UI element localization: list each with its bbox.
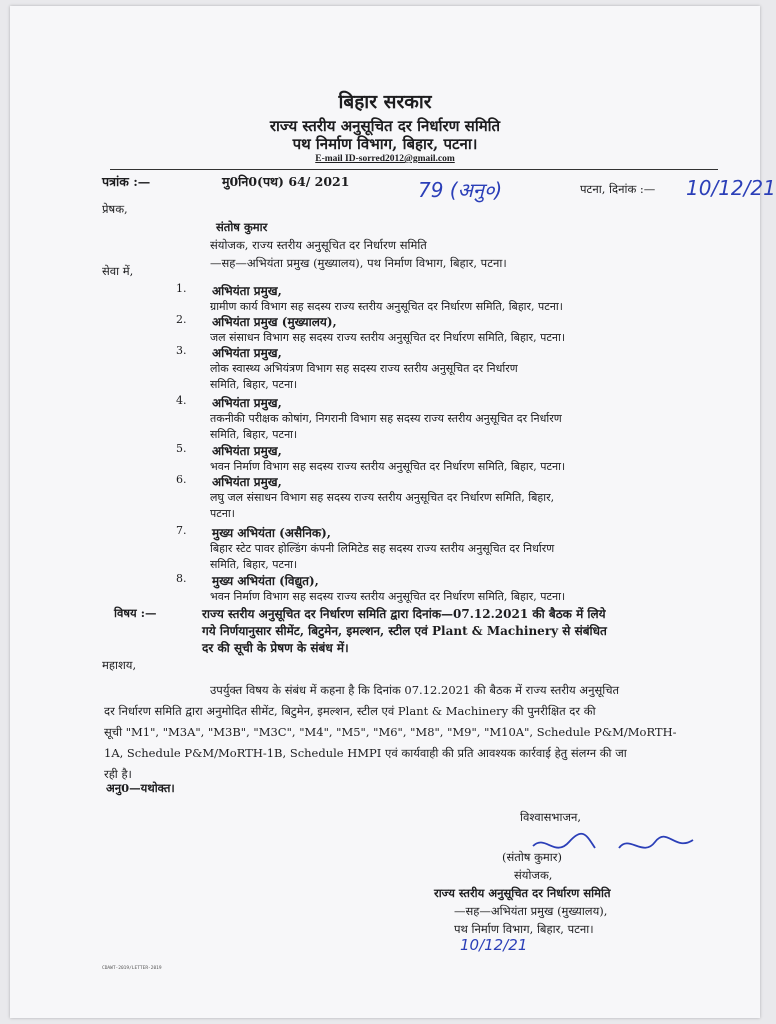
recipient-line: जल संसाधन विभाग सह सदस्य राज्य स्तरीय अनुसूचित दर निर्धारण समिति, बिहार, पटना। <box>210 331 566 344</box>
to-label: सेवा में, <box>102 264 134 278</box>
signatory-line-2: —सह—अभियंता प्रमुख (मुख्यालय), <box>454 904 608 918</box>
recipient-title: मुख्य अभियंता (असैनिक), <box>212 526 331 540</box>
recipient-number: 7. <box>176 524 187 537</box>
recipient-line: बिहार स्टेट पावर होल्डिंग कंपनी लिमिटेड सह सदस्य राज्य स्तरीय अनुसूचित दर निर्धारण <box>210 542 555 555</box>
letterhead-email: E-mail ID-sorred2012@gmail.com <box>315 154 455 164</box>
signatory-name: (संतोष कुमार) <box>502 850 562 864</box>
recipient-line: लघु जल संसाधन विभाग सह सदस्य राज्य स्तरीय अनुसूचित दर निर्धारण समिति, बिहार, <box>210 491 555 504</box>
recipient-title: अभियंता प्रमुख, <box>212 444 282 458</box>
salutation: महाशय, <box>102 658 137 672</box>
recipient-line: पटना। <box>210 507 235 520</box>
recipient-line: भवन निर्माण विभाग सह सदस्य राज्य स्तरीय अनुसूचित दर निर्धारण समिति, बिहार, पटना। <box>210 460 566 473</box>
handwritten-dispatch-number: 79 (अनु०) <box>418 178 503 202</box>
enclosure-note: अनु0—यथोक्त। <box>106 781 175 795</box>
reference-number: मु0नि0(पथ) 64/ 2021 <box>222 174 350 189</box>
signatory-line-1: राज्य स्तरीय अनुसूचित दर निर्धारण समिति <box>434 886 611 900</box>
body-line: 1A, Schedule P&M/MoRTH-1B, Schedule HMPI एवं कार्यवाही की प्रति आवश्यक कार्रवाई हेतु संलग्न की जा <box>104 746 627 760</box>
letter-page <box>10 6 776 1018</box>
letterhead-govt: बिहार सरकार <box>338 91 432 113</box>
recipient-title: अभियंता प्रमुख (मुख्यालय), <box>212 315 337 329</box>
signatory-line-3: पथ निर्माण विभाग, बिहार, पटना। <box>454 922 594 936</box>
recipient-line: लोक स्वास्थ्य अभियंत्रण विभाग सह सदस्य राज्य स्तरीय अनुसूचित दर निर्धारण <box>210 362 518 375</box>
recipient-number: 2. <box>176 313 187 326</box>
sender-line-1: संयोजक, राज्य स्तरीय अनुसूचित दर निर्धारण समिति <box>210 238 427 252</box>
recipient-number: 3. <box>176 344 187 357</box>
recipient-title: अभियंता प्रमुख, <box>212 475 282 489</box>
recipient-line: समिति, बिहार, पटना। <box>210 378 298 391</box>
subject-line: गये निर्णयानुसार सीमेंट, बिटुमेन, इमल्शन, स्टील एवं Plant & Machinery से संबंधित <box>202 624 607 638</box>
sender-name: संतोष कुमार <box>216 220 268 234</box>
date-label: पटना, दिनांक :— <box>580 182 656 196</box>
recipient-line: समिति, बिहार, पटना। <box>210 558 298 571</box>
subject-text <box>202 606 732 657</box>
footer-code: CDAWT-2019/LETTER-2019 <box>102 966 162 971</box>
body-line: दर निर्धारण समिति द्वारा अनुमोदित सीमेंट, बिटुमेन, इमल्शन, स्टील एवं Plant & Machinery की पुनरीक्षित दर की <box>104 704 596 718</box>
body-paragraph <box>104 680 724 785</box>
sender-label: प्रेषक, <box>102 202 128 216</box>
body-line: सूची "M1", "M3A", "M3B", "M3C", "M4", "M5", "M6", "M8", "M9", "M10A", Schedule P&M/MoRTH- <box>104 725 677 739</box>
body-line: रही है। <box>104 767 132 781</box>
subject-line: राज्य स्तरीय अनुसूचित दर निर्धारण समिति द्वारा दिनांक—07.12.2021 की बैठक में लिये <box>202 607 606 621</box>
recipient-number: 5. <box>176 442 187 455</box>
recipient-number: 8. <box>176 572 187 585</box>
closing-yours: विश्वासभाजन, <box>520 810 582 824</box>
subject-line: दर की सूची के प्रेषण के संबंध में। <box>202 641 349 655</box>
header-divider <box>110 169 718 170</box>
letterhead-department: पथ निर्माण विभाग, बिहार, पटना। <box>292 135 478 153</box>
recipient-title: मुख्य अभियंता (विद्युत), <box>212 574 319 588</box>
recipient-number: 6. <box>176 473 187 486</box>
recipient-line: भवन निर्माण विभाग सह सदस्य राज्य स्तरीय अनुसूचित दर निर्धारण समिति, बिहार, पटना। <box>210 590 566 603</box>
recipient-line: ग्रामीण कार्य विभाग सह सदस्य राज्य स्तरीय अनुसूचित दर निर्धारण समिति, बिहार, पटना। <box>210 300 563 313</box>
signatory-designation: संयोजक, <box>514 868 553 882</box>
handwritten-sign-date: 10/12/21 <box>460 936 528 954</box>
recipient-title: अभियंता प्रमुख, <box>212 396 282 410</box>
recipient-title: अभियंता प्रमुख, <box>212 346 282 360</box>
recipient-title: अभियंता प्रमुख, <box>212 284 282 298</box>
letterhead-committee: राज्य स्तरीय अनुसूचित दर निर्धारण समिति <box>269 117 501 135</box>
recipient-line: समिति, बिहार, पटना। <box>210 428 298 441</box>
recipient-line: तकनीकी परीक्षक कोषांग, निगरानी विभाग सह सदस्य राज्य स्तरीय अनुसूचित दर निर्धारण <box>210 412 562 425</box>
handwritten-date: 10/12/21 <box>686 176 776 200</box>
sender-line-2: —सह—अभियंता प्रमुख (मुख्यालय), पथ निर्माण विभाग, बिहार, पटना। <box>210 256 507 270</box>
subject-label: विषय :— <box>114 606 157 620</box>
recipient-number: 1. <box>176 282 187 295</box>
body-line: उपर्युक्त विषय के संबंध में कहना है कि दिनांक 07.12.2021 की बैठक में राज्य स्तरीय अनुसूचित <box>210 683 620 697</box>
recipient-number: 4. <box>176 394 187 407</box>
reference-label: पत्रांक :— <box>102 174 151 189</box>
